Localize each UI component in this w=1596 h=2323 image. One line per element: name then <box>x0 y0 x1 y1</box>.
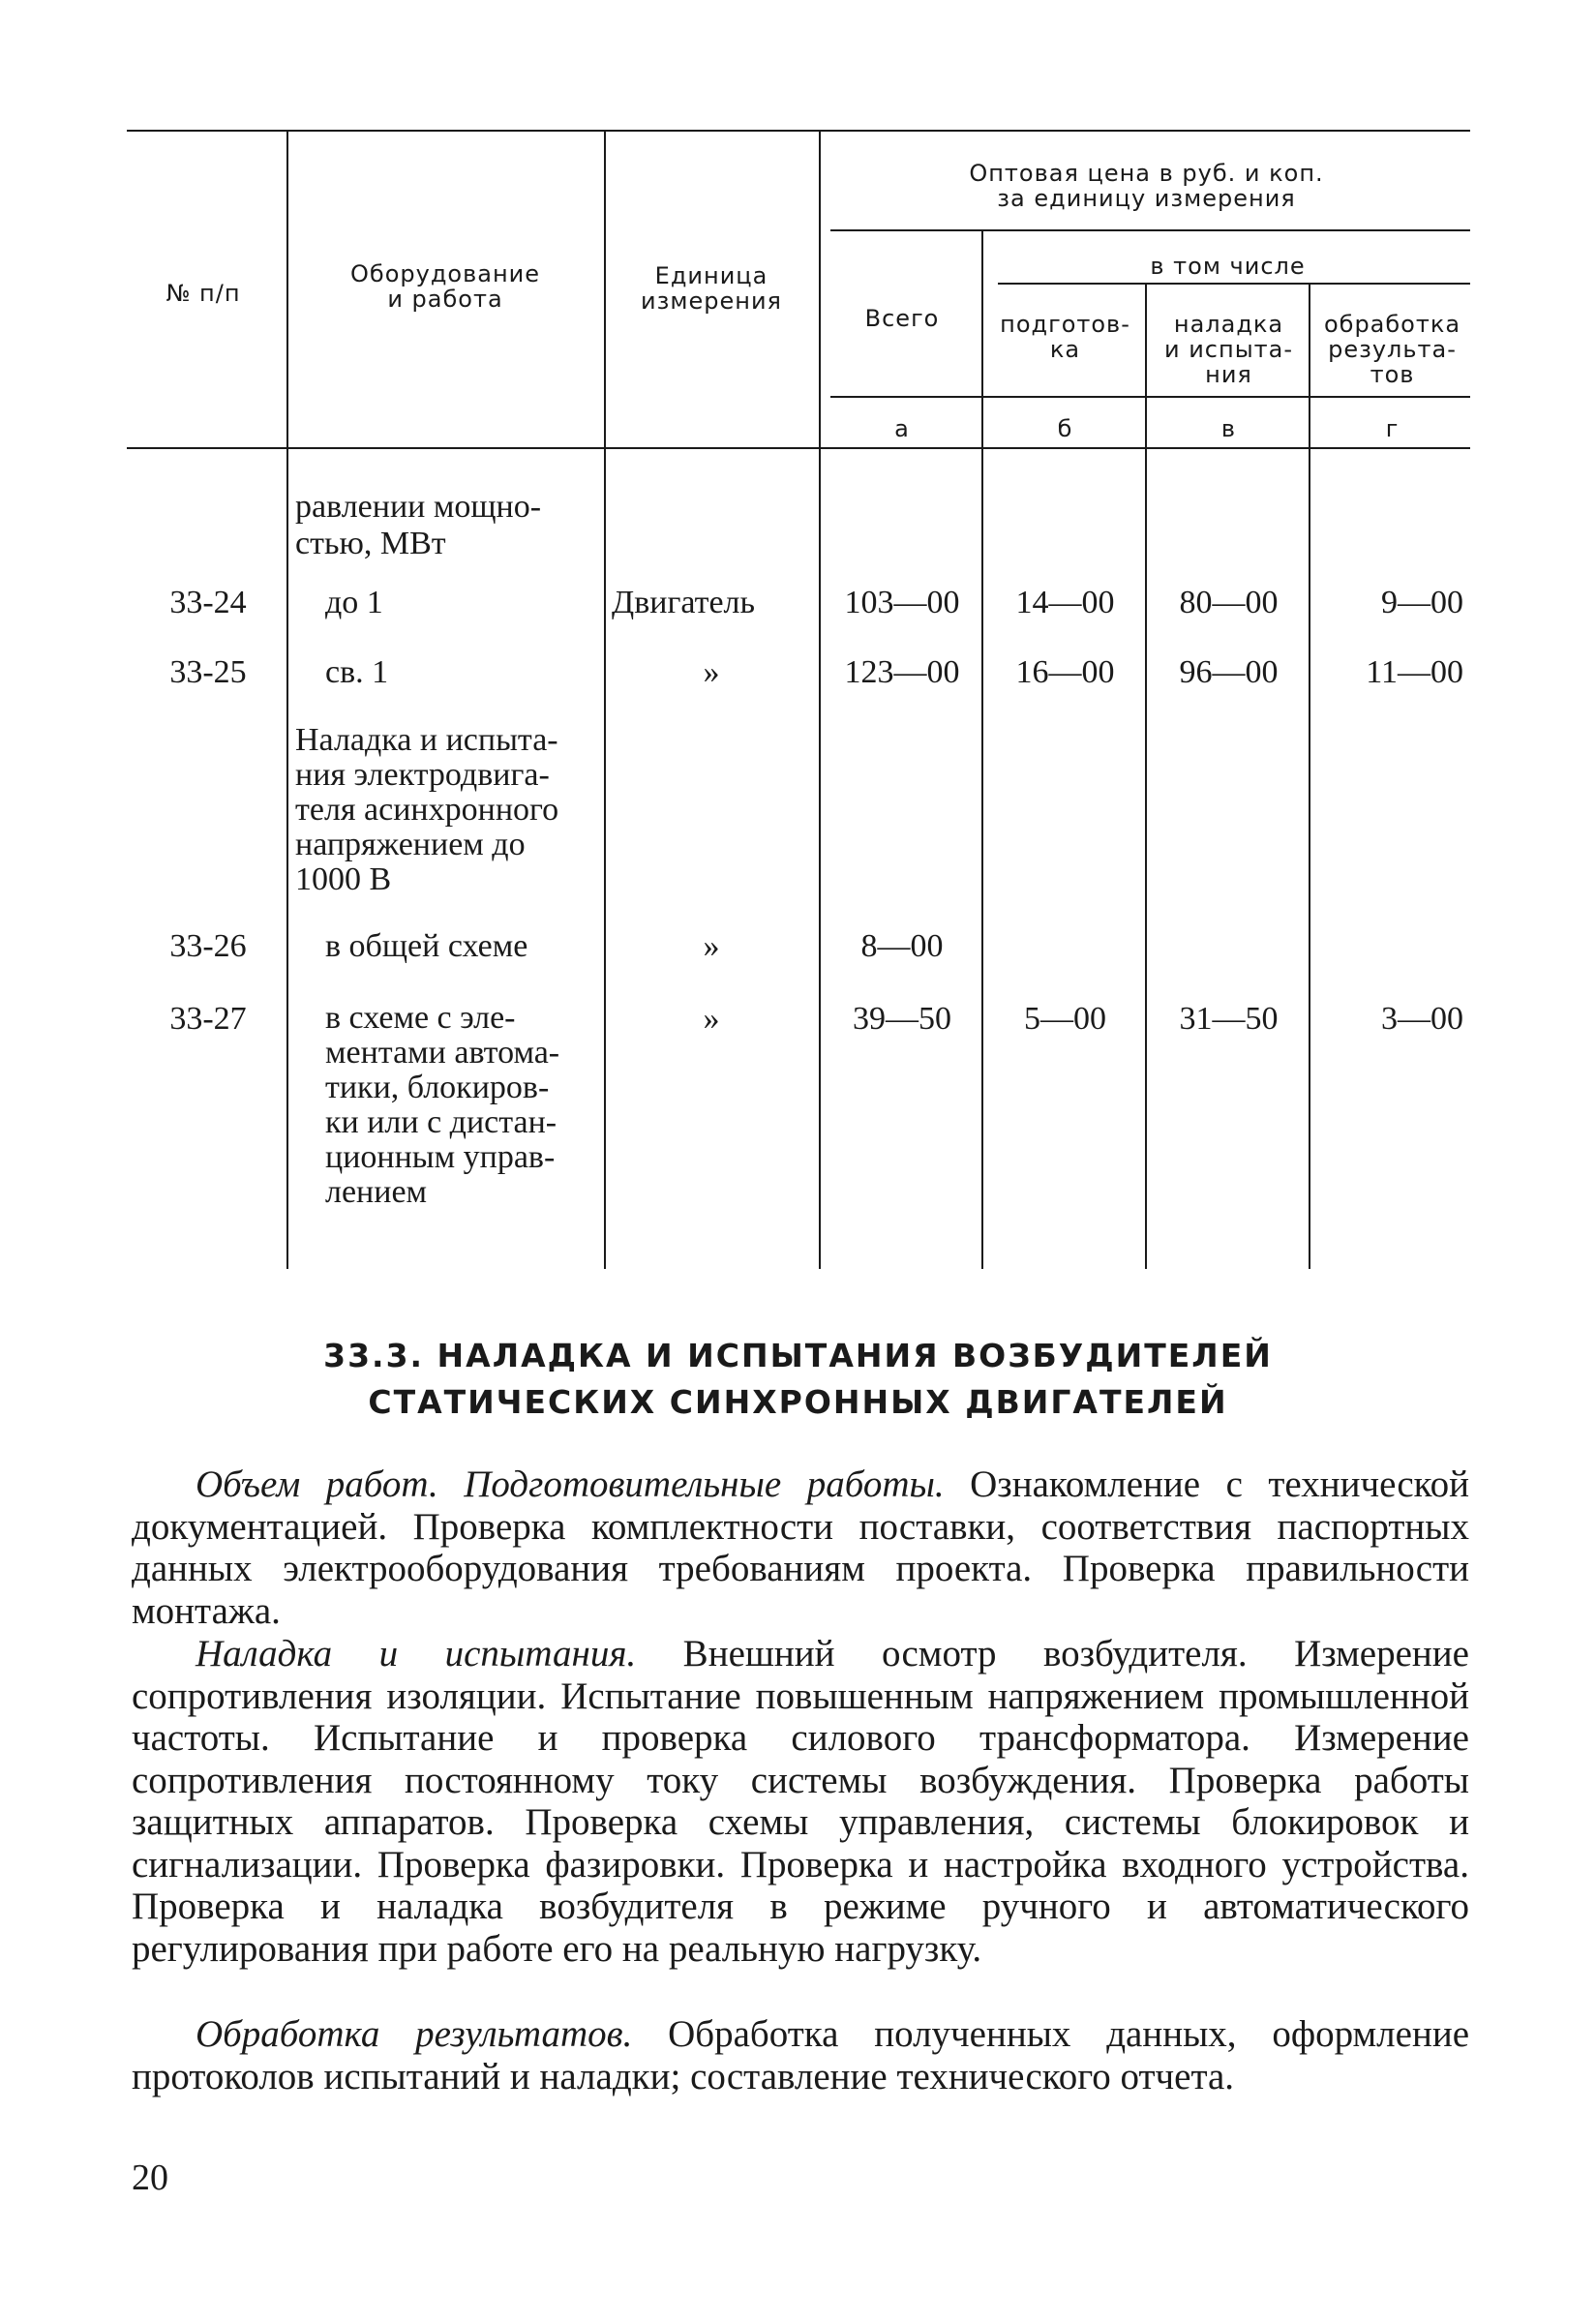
header-equipment: Оборудование и работа <box>350 260 540 313</box>
header-prep: подготов- ка <box>1000 311 1130 363</box>
header-processing: обработка результа- тов <box>1323 311 1461 388</box>
price-group-rule <box>830 229 1470 231</box>
paragraph-results <box>132 2013 1469 2097</box>
col-divider-6 <box>1309 285 1310 1269</box>
table-row-desc: св. 1 <box>325 654 389 690</box>
section-title-line-1: 33.3. НАЛАДКА И ИСПЫТАНИЯ ВОЗБУДИТЕЛЕЙ <box>323 1337 1273 1374</box>
row-total: 39—50 <box>853 1001 951 1037</box>
row-number: 33-27 <box>169 1001 247 1037</box>
header-price-group: Оптовая цена в руб. и коп. за единицу измерения <box>969 160 1324 212</box>
header-bottom-rule <box>127 447 1470 449</box>
table-row-desc: в схеме с эле- ментами автома- тики, блокиров- ки или с дистан- ционным управ- лением <box>325 1000 560 1210</box>
header-unit: Единица измерения <box>641 262 782 315</box>
row-setup: 80—00 <box>1179 585 1279 620</box>
row-prep: 14—00 <box>1015 585 1115 620</box>
paragraph-setup-text: Внешний осмотр возбудителя. Измерение сопротивления изоляции. Испытание повышенным напряжением промышленной частоты. Испытание и проверка силового трансформатора. Измерение сопротивления постоянному току системы возбуждения. Проверка работы защитных аппаратов. Проверка схемы управления, системы блокировок и сигнализации. Проверка фазировки. Проверка и настройка входного устройства. Проверка и наладка возбудителя в режиме ручного и автоматического регулирования при работе его на реальную нагрузку. <box>132 1633 1469 1970</box>
paragraph-scope-text: Ознакомление с технической документацией. Проверка комплектности поставки, соответствия паспортных данных электрооборудования требованиям проекта. Проверка правильности монтажа. <box>132 1463 1470 1632</box>
row-unit: » <box>703 1001 720 1037</box>
row-total: 103—00 <box>844 585 960 620</box>
table-top-rule <box>127 130 1470 132</box>
row-number: 33-24 <box>169 585 247 620</box>
paragraph-results-label: Обработка результатов. <box>196 2013 633 2055</box>
row-number: 33-25 <box>169 654 247 690</box>
row-setup: 96—00 <box>1179 654 1279 690</box>
header-total: Всего <box>864 305 940 332</box>
row-processing: 9—00 <box>1381 585 1463 620</box>
paragraph-scope-label: Объем работ. Подготовительные работы. <box>196 1463 945 1505</box>
row-unit: » <box>703 654 720 690</box>
header-including: в том числе <box>1150 253 1306 280</box>
row-prep: 16—00 <box>1015 654 1115 690</box>
row-total: 8—00 <box>860 928 944 964</box>
table-row-desc: равлении мощно- стью, МВт <box>295 489 542 561</box>
row-unit: » <box>703 928 720 964</box>
col-divider-5 <box>1145 285 1147 1269</box>
paragraph-results-text: Обработка полученных данных, оформление протоколов испытаний и наладки; составление технического отчета. <box>132 2013 1470 2097</box>
row-total: 123—00 <box>844 654 960 690</box>
col-divider-1 <box>286 132 288 1269</box>
col-divider-2 <box>604 132 606 1269</box>
row-prep: 5—00 <box>1024 1001 1106 1037</box>
col-letter-a: а <box>894 415 910 442</box>
paragraph-scope <box>132 1463 1469 1632</box>
col-letter-v: в <box>1220 415 1237 442</box>
paragraph-setup-label: Наладка и испытания. <box>196 1633 637 1674</box>
table-row-desc: до 1 <box>325 585 383 620</box>
section-title-line-2: СТАТИЧЕСКИХ СИНХРОННЫХ ДВИГАТЕЛЕЙ <box>368 1383 1228 1421</box>
paragraph-setup <box>132 1633 1469 1970</box>
row-setup: 31—50 <box>1179 1001 1279 1037</box>
row-unit: Двигатель <box>612 585 756 620</box>
header-num: № п/п <box>166 280 241 307</box>
row-processing: 11—00 <box>1366 654 1463 690</box>
col-divider-4 <box>981 231 983 1269</box>
col-letter-g: г <box>1385 415 1400 442</box>
including-rule <box>998 283 1470 285</box>
table-row-desc: в общей схеме <box>325 928 528 964</box>
row-number: 33-26 <box>169 928 247 964</box>
col-divider-3 <box>819 132 821 1269</box>
header-setup: наладка и испыта- ния <box>1163 311 1293 388</box>
col-letter-b: б <box>1057 415 1073 442</box>
letters-rule <box>830 396 1470 398</box>
table-row-desc: Наладка и испыта- ния электродвига- теля асинхронного напряжением до 1000 В <box>295 722 559 897</box>
page-number: 20 <box>132 2157 168 2198</box>
row-processing: 3—00 <box>1381 1001 1463 1037</box>
